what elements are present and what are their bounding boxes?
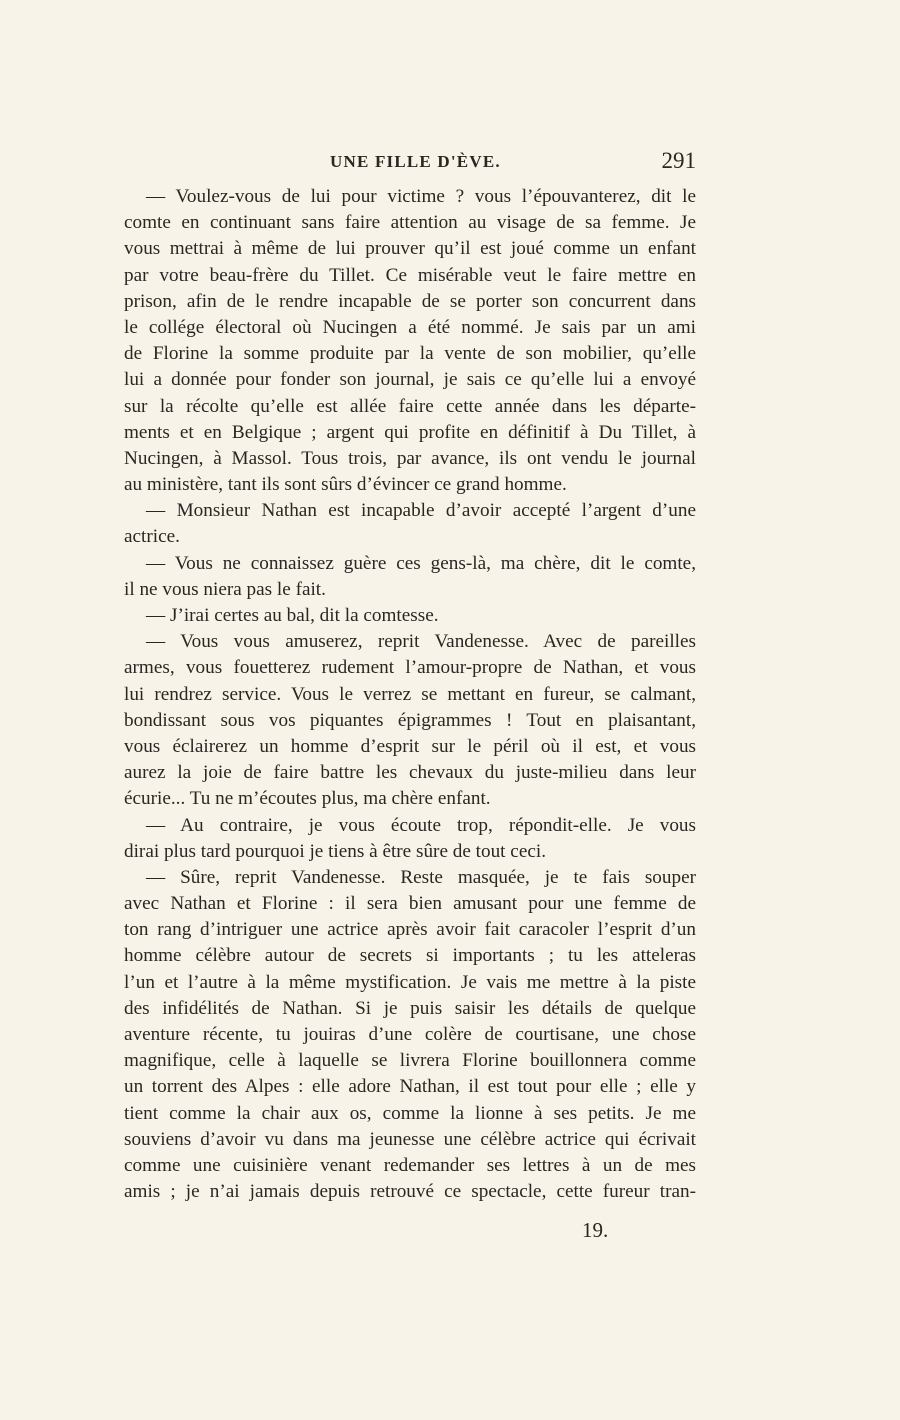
page-header [124,148,696,182]
text-line: lui rendrez service. Vous le verrez se mettant en fureur, se calmant, [124,683,696,705]
text-line: comte en continuant sans faire attention au visage de sa femme. Je [124,212,696,234]
text-line: l’un et l’autre à la même mystification. Je vais me mettre à la piste [124,971,696,993]
text-line: — Monsieur Nathan est incapable d’avoir accepté l’argent d’une [146,500,696,522]
text-line: aurez la joie de faire battre les chevaux du juste-milieu dans leur [124,762,696,784]
text-line: aventure récente, tu jouiras d’une colère de courtisane, une chose [124,1024,696,1045]
text-line: ments et en Belgique ; argent qui profite en définitif à Du Tillet, à [124,421,696,443]
text-line: — Vous vous amuserez, reprit Vandenesse. Avec de pareilles [146,631,696,653]
text-line: au ministère, tant ils sont sûrs d’évincer ce grand homme. [124,474,567,496]
text-line: homme célèbre autour de secrets si importants ; tu les atteleras [124,945,696,967]
text-line: sur la récolte qu’elle est allée faire cette année dans les départe- [124,395,696,417]
text-line: amis ; je n’ai jamais depuis retrouvé ce spectacle, cette fureur tran- [124,1181,696,1203]
text-line: armes, vous fouetterez rudement l’amour-propre de Nathan, et vous [124,657,696,679]
text-line: Nucingen, à Massol. Tous trois, par avance, ils ont vendu le journal [124,447,696,469]
text-line: par votre beau-frère du Tillet. Ce misérable veut le faire mettre en [124,264,696,286]
text-line: — Vous ne connaissez guère ces gens-là, ma chère, dit le comte, [146,552,696,574]
text-line: lui a donnée pour fonder son journal, je sais ce qu’elle lui a envoyé [124,369,696,391]
text-line: bondissant sous vos piquantes épigrammes ! Tout en plaisantant, [124,709,696,731]
text-line: tient comme la chair aux os, comme la lionne à ses petits. Je me [124,1102,696,1124]
text-line: écurie... Tu ne m’écoutes plus, ma chère enfant. [124,788,491,810]
text-line: actrice. [124,526,180,548]
text-line: magnifique, celle à laquelle se livrera Florine bouillonnera comme [124,1050,696,1072]
text-line: vous éclairerez un homme d’esprit sur le péril où il est, et vous [124,735,696,757]
text-line: souviens d’avoir vu dans ma jeunesse une célèbre actrice qui écrivait [124,1128,696,1150]
text-line: vous mettrai à même de lui prouver qu’il est joué comme un enfant [124,238,696,260]
text-line: dirai plus tard pourquoi je tiens à être sûre de tout ceci. [124,840,546,862]
page-number: 291 [661,148,696,173]
text-line: — J’irai certes au bal, dit la comtesse. [146,605,439,626]
text-line: — Sûre, reprit Vandenesse. Reste masquée, je te fais souper [146,866,696,888]
text-line: prison, afin de le rendre incapable de se porter son concurrent dans [124,290,696,312]
text-line: un torrent des Alpes : elle adore Nathan, il est tout pour elle ; elle y [124,1076,696,1098]
text-line: il ne vous niera pas le fait. [124,578,326,600]
body-text [124,184,696,1205]
text-line: le collége électoral où Nucingen a été nommé. Je sais par un ami [124,316,696,338]
text-line: avec Nathan et Florine : il sera bien amusant pour une femme de [124,893,696,915]
signature-mark: 19. [582,1218,609,1242]
text-line: de Florine la somme produite par la vente de son mobilier, qu’elle [124,343,696,365]
text-line: comme une cuisinière venant redemander ses lettres à un de mes [124,1154,696,1176]
text-line: — Au contraire, je vous écoute trop, répondit-elle. Je vous [146,814,696,836]
text-line: ton rang d’intriguer une actrice après avoir fait caracoler l’esprit d’un [124,919,696,941]
text-line: — Voulez-vous de lui pour victime ? vous l’épouvanterez, dit le [146,186,696,207]
text-line: des infidélités de Nathan. Si je puis saisir les détails de quelque [124,997,696,1019]
running-title: UNE FILLE D'ÈVE. [330,152,501,171]
